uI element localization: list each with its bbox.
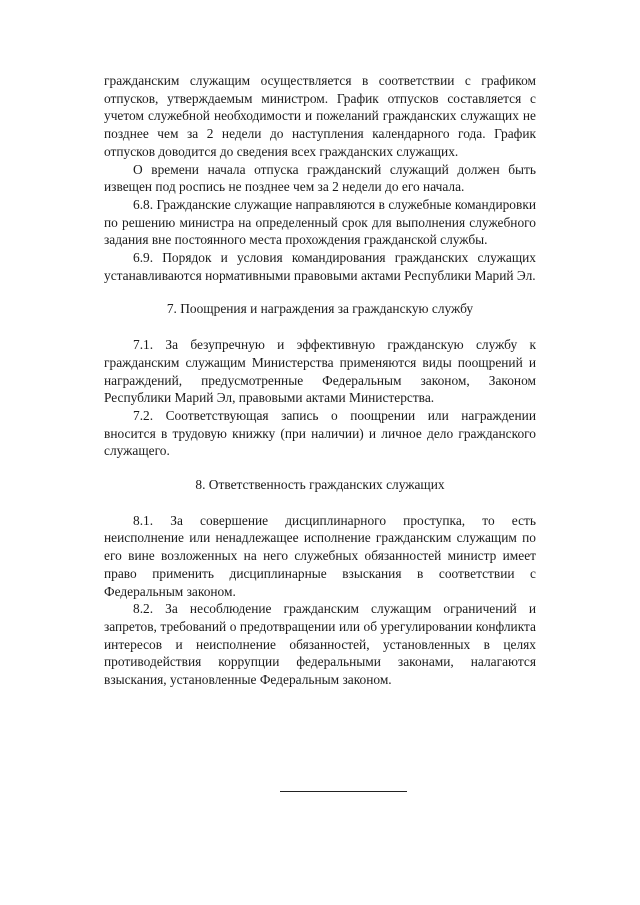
paragraph-8-1: 8.1. За совершение дисциплинарного проступка, то есть неисполнение или ненадлежащее исполнение гражданским служащим по его вине возложенных на него служебных обязанностей министр имеет право применить дисциплинарные взыскания в соответствии с Федеральным законом. [104, 512, 536, 599]
section-7-heading: 7. Поощрения и награждения за гражданскую службу [166, 301, 474, 317]
section-8-heading: 8. Ответственность гражданских служащих [195, 477, 445, 493]
paragraph-6-8: 6.8. Гражданские служащие направляются в служебные командировки по решению министра на определенный срок для выполнения служебного задания вне постоянного места прохождения гражданской службы. [104, 196, 536, 248]
paragraph-7-1: 7.1. За безупречную и эффективную гражданскую службу к гражданским служащим Министерства применяются виды поощрений и награждений, предусмотренные Федеральным законом, Законом Республики Марий Эл, правовыми актами Министерства. [104, 337, 536, 406]
paragraph-6-9: 6.9. Порядок и условия командирования гражданских служащих устанавливаются нормативными правовыми актами Республики Марий Эл. [104, 250, 536, 283]
paragraph-8-2: 8.2. За несоблюдение гражданским служащим ограничений и запретов, требований о предотвращении или об урегулировании конфликта интересов и неисполнение обязанностей, установленных в целях противодействия коррупции федеральными законами, налагаются взыскания, установленные Федеральным законом. [104, 601, 536, 688]
end-separator-line [280, 791, 407, 792]
document-page [104, 72, 536, 689]
paragraph-7-2: 7.2. Соответствующая запись о поощрении или награждении вносится в трудовую книжку (при наличии) и личное дело гражданского служащего. [104, 407, 536, 459]
paragraph-vacation-notice: О времени начала отпуска гражданский служащий должен быть извещен под роспись не позднее чем за 2 недели до его начала. [104, 161, 536, 195]
paragraph-vacation-schedule: гражданским служащим осуществляется в соответствии с графиком отпусков, утверждаемым министром. График отпусков составляется с учетом служебной необходимости и пожеланий гражданских служащих не позднее чем за 2 недели до наступления календарного года. График отпусков доводится до сведения всех гражданских служащих. [104, 73, 536, 159]
